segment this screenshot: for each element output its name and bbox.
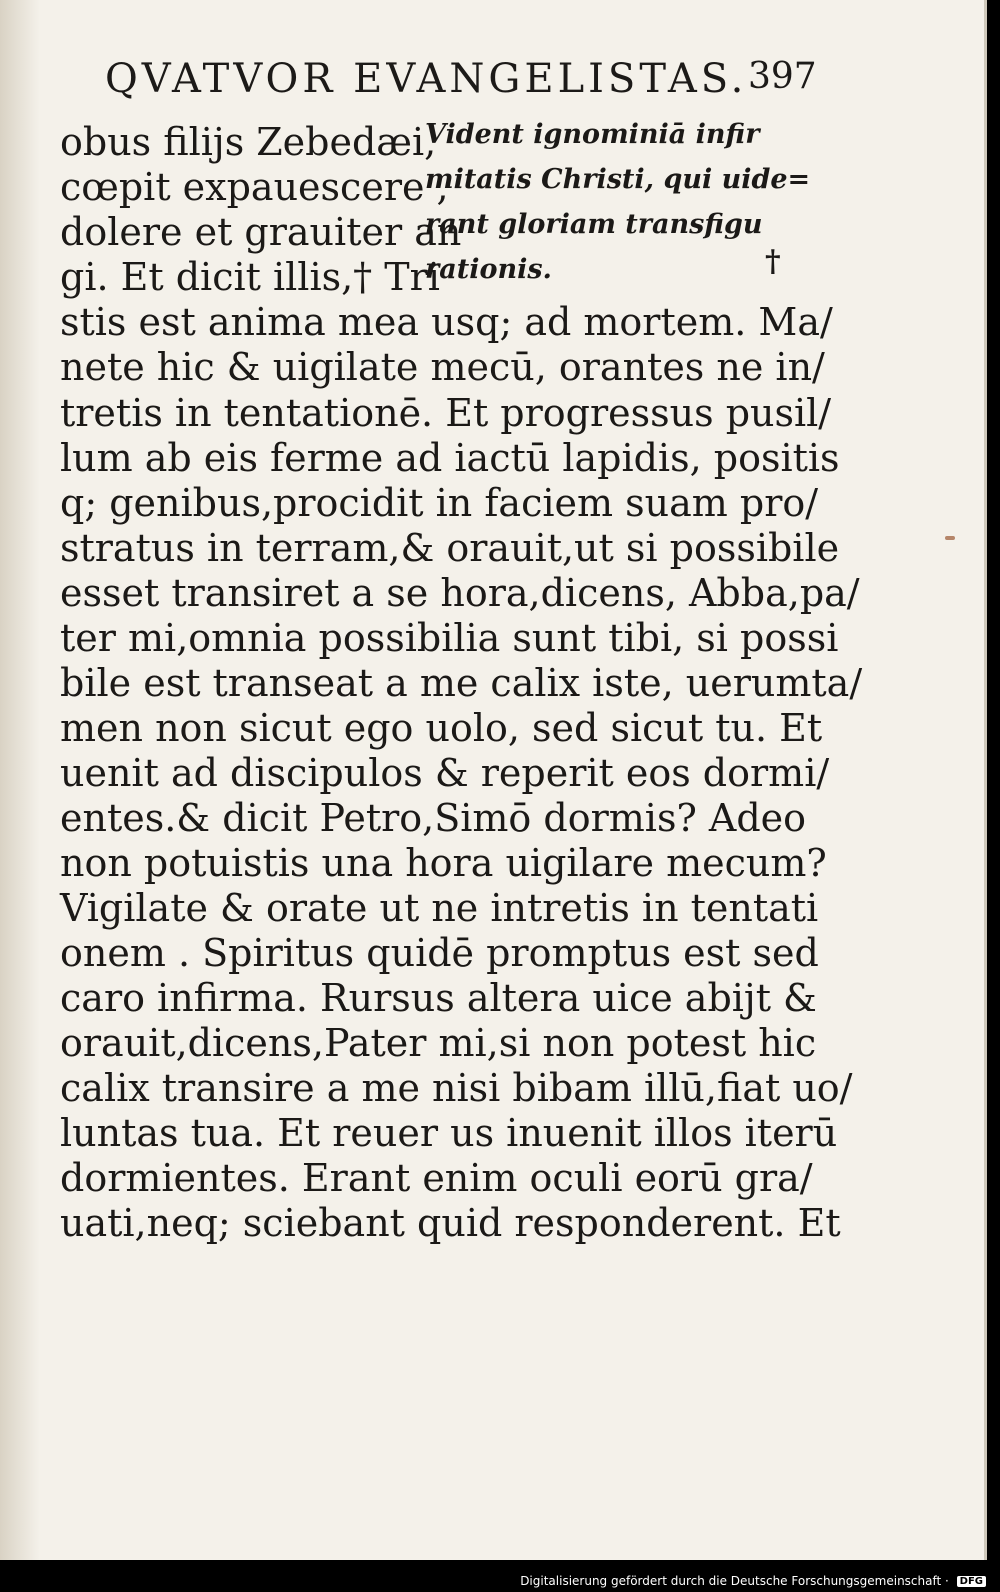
- body-line: q; genibus,procidit in faciem suam pro/: [60, 481, 819, 525]
- margin-note-line: rant gloriam transfigu: [425, 209, 763, 240]
- body-line: entes.& dicit Petro,Simō dormis? Adeo: [60, 796, 807, 840]
- body-line: onem . Spiritus quidē promptus est sed: [60, 931, 819, 975]
- body-line: uati,neq; sciebant quid responderent. Et: [60, 1201, 841, 1245]
- body-line: stis est anima mea usq; ad mortem. Ma/: [60, 300, 833, 344]
- body-line: stratus in terram,& orauit,ut si possibile: [60, 526, 840, 570]
- body-line: luntas tua. Et reuer us inuenit illos iterū: [60, 1111, 838, 1155]
- body-line: non potuistis una hora uigilare mecum?: [60, 841, 827, 885]
- body-line: dolere et grauiter an: [60, 210, 462, 254]
- body-line: calix transire a me nisi bibam illū,fiat uo/: [60, 1066, 853, 1110]
- body-line: nete hic & uigilate mecū, orantes ne in/: [60, 345, 825, 389]
- page-number: 397: [748, 56, 817, 97]
- body-line: dormientes. Erant enim oculi eorū gra/: [60, 1156, 813, 1200]
- body-line: esset transiret a se hora,dicens, Abba,pa/: [60, 571, 860, 615]
- margin-note-line: mitatis Christi, qui uide=: [425, 164, 811, 195]
- body-line: lum ab eis ferme ad iactū lapidis, positis: [60, 436, 840, 480]
- margin-note-line: rationis.: [425, 254, 552, 285]
- dfg-logo: DFG: [957, 1576, 986, 1587]
- body-line: orauit,dicens,Pater mi,si non potest hic: [60, 1021, 817, 1065]
- body-line: Vigilate & orate ut ne intretis in tentati: [60, 886, 819, 930]
- body-line: cœpit expauescere ,: [60, 165, 449, 209]
- dagger-mark: †: [765, 244, 781, 279]
- margin-note-line: Vident ignominiā infir: [425, 119, 760, 150]
- body-line: uenit ad discipulos & reperit eos dormi/: [60, 751, 830, 795]
- credit-text: Digitalisierung gefördert durch die Deutsche Forschungsgemeinschaft ·: [520, 1574, 949, 1588]
- body-line: men non sicut ego uolo, sed sicut tu. Et: [60, 706, 823, 750]
- body-line: gi. Et dicit illis,† Tri: [60, 255, 440, 299]
- digitization-credit: [520, 1574, 986, 1588]
- body-line: ter mi,omnia possibilia sunt tibi, si possi: [60, 616, 839, 660]
- running-head: QVATVOR EVANGELISTAS.: [105, 56, 748, 102]
- body-line: obus filijs Zebedæi,: [60, 120, 437, 164]
- body-line: bile est transeat a me calix iste, uerumta/: [60, 661, 863, 705]
- paper-stain: [945, 536, 955, 540]
- body-line: tretis in tentationē. Et progressus pusil/: [60, 391, 832, 435]
- body-line: caro infirma. Rursus altera uice abijt &: [60, 976, 817, 1020]
